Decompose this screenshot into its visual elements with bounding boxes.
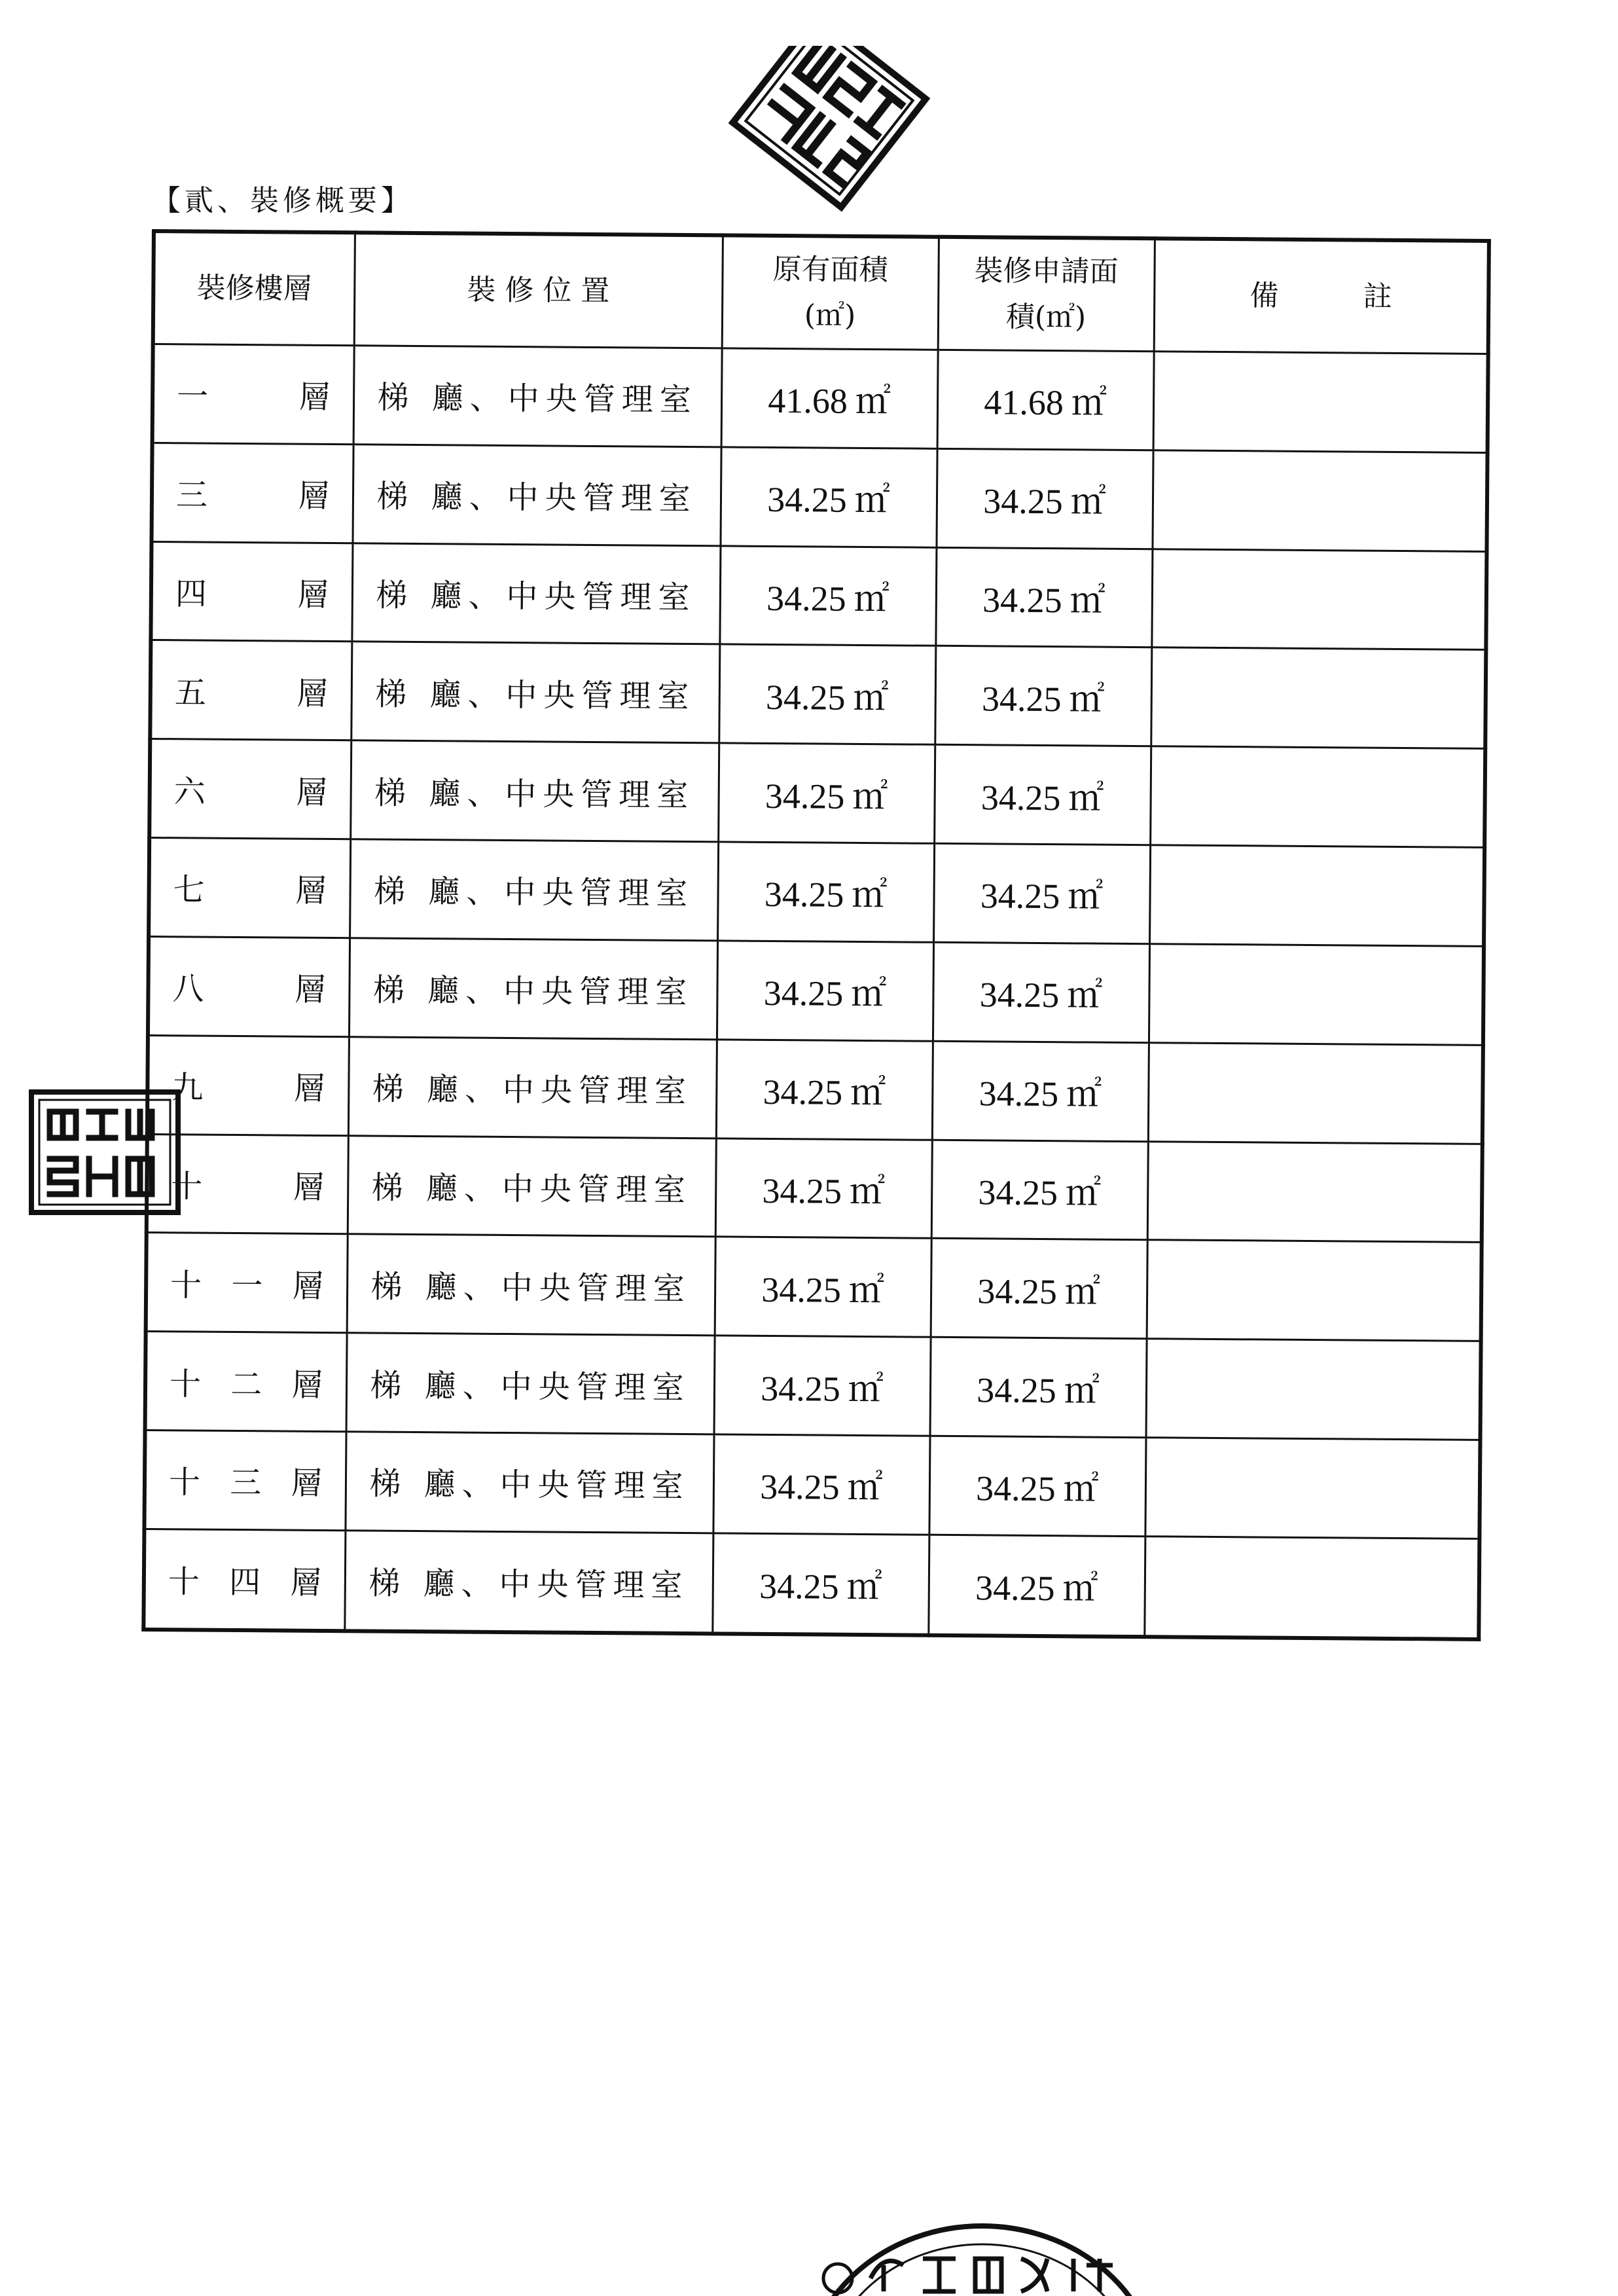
header-remarks	[1154, 238, 1489, 354]
header-floor	[153, 231, 355, 346]
table-row	[152, 443, 1488, 551]
area-unit: ㎡	[850, 974, 887, 1014]
applied-area-cell	[930, 1337, 1147, 1437]
applied-area-cell	[932, 1041, 1149, 1141]
floor-cell	[153, 344, 354, 445]
table-row	[151, 541, 1486, 650]
floor-label	[170, 1358, 323, 1405]
area-unit: ㎡	[1066, 975, 1103, 1015]
original-area-cell	[719, 546, 936, 646]
original-area-value: 34.25	[761, 1368, 841, 1409]
location-cell: 梯 廳、中央管理室	[352, 445, 721, 546]
table-row	[149, 838, 1484, 947]
area-unit: ㎡	[1070, 581, 1106, 621]
floor-label-char: 一	[231, 1267, 263, 1305]
original-area-cell	[716, 1040, 933, 1140]
seal-bottom-icon	[799, 2213, 1165, 2296]
floor-cell	[150, 640, 351, 740]
floor-label-char: 五	[174, 674, 207, 712]
applied-area-value: 34.25	[980, 777, 1061, 818]
location-cell: 梯 廳、中央管理室	[348, 1036, 717, 1138]
applied-area-cell	[931, 1239, 1147, 1339]
area-unit: ㎡	[846, 1567, 882, 1607]
area-unit: ㎡	[852, 875, 888, 915]
area-unit: ㎡	[855, 382, 891, 422]
remarks-cell	[1145, 1438, 1480, 1539]
area-unit: ㎡	[1064, 1271, 1101, 1312]
table-row	[145, 1332, 1481, 1440]
original-area-cell	[715, 1138, 932, 1238]
applied-area-value: 34.25	[978, 1173, 1058, 1213]
section-title: 【貳、裝修概要】	[152, 184, 414, 217]
area-unit: ㎡	[852, 776, 888, 816]
location-cell: 梯 廳、中央管理室	[353, 346, 722, 447]
original-area-cell	[714, 1336, 931, 1436]
location-cell: 梯 廳、中央管理室	[345, 1432, 713, 1533]
applied-area-value: 41.68	[984, 382, 1064, 423]
applied-area-value: 34.25	[981, 679, 1062, 720]
original-area-cell	[717, 842, 934, 942]
floor-label	[176, 470, 330, 517]
floor-label-char: 九	[171, 1069, 204, 1106]
original-area-value: 34.25	[765, 677, 846, 718]
area-unit: ㎡	[1068, 778, 1104, 818]
area-unit: ㎡	[847, 1468, 883, 1508]
applied-area-value: 34.25	[977, 1370, 1057, 1410]
header-original-area-line1: 原有面積	[772, 252, 888, 287]
original-area-value: 34.25	[763, 1072, 843, 1112]
area-unit: ㎡	[854, 481, 890, 520]
floor-label-char: 層	[298, 379, 331, 416]
applied-area-value: 34.25	[975, 1468, 1056, 1509]
floor-label	[172, 964, 326, 1010]
floor-label	[171, 1161, 325, 1207]
remarks-cell	[1147, 1141, 1483, 1243]
area-unit: ㎡	[1064, 1370, 1100, 1411]
floor-label-char: 層	[298, 477, 330, 515]
floor-label-char: 層	[292, 1267, 324, 1305]
applied-area-cell	[934, 745, 1151, 845]
floor-label-char: 層	[293, 1070, 326, 1108]
remarks-cell	[1151, 549, 1486, 650]
floor-cell	[143, 1529, 345, 1631]
floor-cell	[146, 1233, 348, 1333]
applied-area-cell	[935, 646, 1151, 746]
area-unit: ㎡	[848, 1369, 884, 1409]
applied-area-value: 34.25	[980, 876, 1060, 917]
remarks-cell	[1153, 352, 1488, 453]
floor-label-char: 層	[295, 774, 328, 811]
area-unit: ㎡	[853, 678, 889, 718]
applied-area-cell	[937, 350, 1154, 450]
floor-label	[171, 1062, 325, 1108]
area-unit: ㎡	[849, 1171, 886, 1212]
applied-area-value: 34.25	[979, 975, 1060, 1015]
floor-label-char: 十	[168, 1563, 200, 1601]
remarks-cell	[1148, 1042, 1483, 1144]
header-applied-area	[938, 237, 1155, 352]
floor-label-char: 層	[295, 873, 327, 910]
floor-label-char: 層	[293, 1169, 325, 1206]
location-cell: 梯 廳、中央管理室	[351, 642, 719, 743]
applied-area-value: 34.25	[982, 580, 1062, 621]
original-area-value: 41.68	[768, 381, 848, 422]
table-row	[147, 1035, 1483, 1144]
floor-label	[169, 1457, 323, 1504]
table-header-row	[153, 231, 1489, 354]
floor-label-char: 層	[291, 1366, 323, 1404]
floor-label-char: 四	[175, 575, 207, 613]
header-floor-label: 裝修樓層	[196, 271, 312, 306]
area-unit: ㎡	[1070, 482, 1106, 522]
seal-stamp-bottom	[799, 2213, 1165, 2296]
floor-cell	[149, 739, 351, 839]
location-cell: 梯 廳、中央管理室	[346, 1333, 715, 1434]
area-unit: ㎡	[1071, 383, 1107, 424]
applied-area-value: 34.25	[975, 1568, 1055, 1609]
table-row	[144, 1430, 1480, 1539]
original-area-cell	[717, 941, 933, 1041]
original-area-value: 34.25	[763, 974, 844, 1014]
original-area-cell	[715, 1237, 931, 1337]
original-area-cell	[712, 1533, 929, 1635]
seal-stamp-left	[26, 1087, 183, 1218]
header-remarks-char-2: 註	[1363, 280, 1392, 314]
floor-label	[173, 865, 327, 911]
floor-label-char: 層	[290, 1564, 322, 1601]
table-row	[150, 640, 1486, 749]
table-row	[146, 1233, 1482, 1341]
renovation-summary-table	[141, 229, 1491, 1641]
original-area-value: 34.25	[759, 1467, 840, 1508]
applied-area-cell	[933, 843, 1150, 943]
floor-cell	[149, 838, 350, 938]
location-cell: 梯 廳、中央管理室	[350, 740, 719, 842]
area-unit: ㎡	[850, 1072, 886, 1113]
floor-label-char: 層	[297, 576, 329, 614]
remarks-cell	[1149, 845, 1484, 947]
floor-label	[175, 667, 329, 714]
header-location	[354, 232, 723, 348]
floor-label	[170, 1260, 324, 1306]
applied-area-value: 34.25	[979, 1074, 1059, 1114]
original-area-cell	[719, 644, 935, 744]
header-applied-area-line2: 積(㎡)	[1005, 300, 1087, 335]
floor-label-char: 八	[172, 970, 204, 1008]
table-row	[153, 344, 1488, 453]
renovation-summary-table-wrapper	[141, 229, 1487, 1641]
location-cell: 梯 廳、中央管理室	[351, 543, 720, 644]
area-unit: ㎡	[1065, 1173, 1102, 1213]
original-area-value: 34.25	[767, 480, 847, 520]
area-unit: ㎡	[1063, 1469, 1099, 1509]
original-area-value: 34.25	[764, 875, 844, 915]
location-cell: 梯 廳、中央管理室	[344, 1530, 713, 1633]
floor-label-char: 一	[176, 378, 209, 416]
table-body	[143, 344, 1488, 1639]
applied-area-cell	[929, 1436, 1145, 1536]
original-area-value: 34.25	[759, 1566, 839, 1607]
floor-cell	[151, 541, 352, 642]
remarks-cell	[1151, 647, 1486, 749]
applied-area-value: 34.25	[983, 481, 1063, 522]
table-row	[148, 936, 1484, 1045]
applied-area-cell	[933, 942, 1149, 1042]
floor-label-char: 層	[294, 971, 327, 1009]
remarks-cell	[1149, 944, 1484, 1046]
floor-label-char: 層	[291, 1465, 323, 1503]
floor-label-char: 十	[168, 1464, 201, 1501]
table-row	[149, 739, 1485, 848]
floor-label-char: 十	[171, 1168, 203, 1205]
remarks-cell	[1146, 1339, 1481, 1440]
floor-label-char: 層	[297, 675, 329, 712]
area-unit: ㎡	[848, 1270, 885, 1310]
original-area-cell	[720, 447, 937, 547]
remarks-cell	[1147, 1240, 1482, 1341]
original-area-value: 34.25	[766, 578, 846, 619]
floor-cell	[152, 443, 353, 543]
header-location-label: 裝 修 位 置	[467, 273, 610, 308]
applied-area-cell	[936, 448, 1153, 549]
floor-cell	[148, 936, 350, 1036]
floor-label-char: 七	[173, 871, 205, 909]
area-unit: ㎡	[1066, 1074, 1102, 1114]
floor-label	[168, 1556, 322, 1603]
header-applied-area-line1: 裝修申請面	[974, 253, 1119, 289]
header-original-area	[722, 235, 939, 350]
area-unit: ㎡	[1069, 680, 1105, 720]
original-area-cell	[713, 1434, 929, 1535]
location-cell: 梯 廳、中央管理室	[348, 1135, 716, 1237]
remarks-cell	[1150, 746, 1485, 848]
remarks-cell	[1144, 1536, 1479, 1639]
area-unit: ㎡	[854, 579, 890, 619]
floor-label-char: 十	[169, 1365, 202, 1403]
area-unit: ㎡	[1062, 1569, 1098, 1609]
seal-stamp-top	[700, 46, 949, 216]
table-row	[147, 1134, 1483, 1243]
table-row	[143, 1529, 1479, 1639]
floor-cell	[145, 1332, 347, 1432]
floor-label	[173, 766, 327, 812]
applied-area-cell	[931, 1140, 1148, 1240]
area-unit: ㎡	[1068, 877, 1104, 917]
location-cell: 梯 廳、中央管理室	[347, 1234, 715, 1336]
header-remarks-char-1: 備	[1249, 279, 1279, 313]
seal-top-icon	[700, 46, 949, 216]
original-area-value: 34.25	[761, 1269, 842, 1310]
location-cell: 梯 廳、中央管理室	[349, 938, 717, 1040]
floor-label-char: 三	[229, 1465, 262, 1502]
floor-label-char: 二	[230, 1366, 262, 1403]
location-cell: 梯 廳、中央管理室	[350, 839, 718, 941]
original-area-cell	[718, 743, 935, 843]
floor-label-char: 三	[175, 477, 208, 514]
header-original-area-line2: (㎡)	[804, 299, 856, 333]
floor-label-char: 四	[228, 1563, 261, 1601]
remarks-cell	[1152, 450, 1487, 552]
original-area-value: 34.25	[762, 1171, 842, 1211]
floor-label-char: 十	[170, 1266, 202, 1304]
floor-label	[175, 568, 329, 615]
floor-label	[177, 371, 331, 418]
applied-area-value: 34.25	[977, 1271, 1058, 1311]
floor-label-char: 六	[173, 773, 206, 811]
original-area-value: 34.25	[764, 776, 845, 816]
applied-area-cell	[935, 547, 1152, 647]
seal-left-icon	[26, 1087, 183, 1218]
applied-area-cell	[928, 1535, 1145, 1637]
original-area-cell	[721, 348, 938, 448]
floor-cell	[144, 1430, 346, 1530]
